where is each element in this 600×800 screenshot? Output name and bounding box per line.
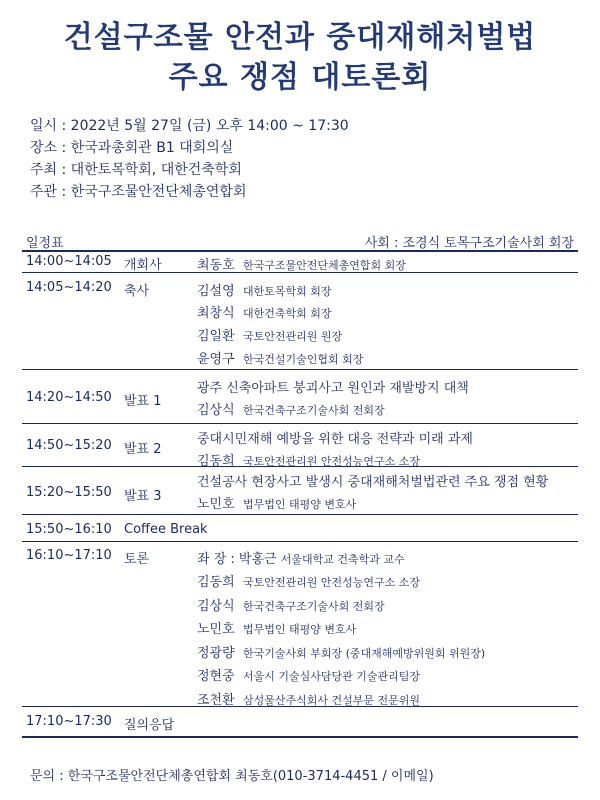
person-affiliation: 한국건축구조기술사회 전회장 (243, 404, 385, 417)
person-name: 정현중 (197, 669, 235, 684)
person-line (197, 348, 363, 367)
chair-affiliation: 서울대학교 건축학과 교수 (280, 553, 405, 566)
person-line (197, 493, 356, 512)
person-affiliation: 법무법인 태평양 변호사 (243, 623, 357, 636)
session-time: 14:05~14:20 (26, 280, 112, 295)
person-name: 조천환 (197, 693, 235, 708)
session-category: 질의응답 (124, 718, 175, 733)
event-title-line-2: 주요 쟁점 대토론회 (168, 60, 432, 95)
event-title-line-1: 건설구조물 안전과 중대재해처벌법 (63, 20, 537, 55)
person-line (197, 595, 385, 614)
person-line (197, 618, 356, 637)
row-divider (22, 423, 578, 424)
person-line (197, 399, 385, 418)
contact-info: 문의 : 한국구조물안전단체총연합회 최동호(010-3714-4451 / 이메일) (30, 769, 434, 784)
person-affiliation: 서울시 기술심사담당관 기술관리팀장 (243, 670, 421, 683)
person-affiliation: 한국구조물안전단체총연합회 회장 (243, 259, 406, 272)
person-line (197, 280, 332, 299)
person-line (197, 325, 342, 344)
session-time: 14:00~14:05 (26, 254, 112, 269)
session-time: 15:50~16:10 (26, 522, 112, 537)
person-affiliation: 국토안전관리원 원장 (243, 330, 343, 343)
person-affiliation: 한국건축구조기술사회 전회장 (243, 600, 385, 613)
row-divider (22, 466, 578, 467)
person-line (197, 571, 420, 590)
person-line (197, 642, 485, 661)
moderator: 사회 : 조경식 토목구조기술사회 회장 (364, 236, 574, 251)
person-name: 윤영구 (197, 352, 235, 367)
talk-title: 중대시민재해 예방을 위한 대응 전략과 미래 과제 (197, 432, 473, 447)
person-affiliation: 한국기술사회 부회장 (중대재해예방위원회 위원장) (243, 647, 486, 660)
person-line (197, 665, 420, 684)
person-affiliation: 한국건설기술인협회 회장 (243, 353, 364, 366)
info-venue: 장소 : 한국과총회관 B1 대회의실 (30, 140, 234, 156)
person-name: 김설영 (197, 284, 235, 299)
schedule-top-rule (22, 250, 578, 252)
person-affiliation: 대한토목학회 회장 (243, 285, 332, 298)
person-affiliation: 삼성물산주식회사 건설부문 전문위원 (243, 694, 421, 707)
chair-label: 좌 장 : 박홍근 (197, 552, 281, 567)
person-name: 김일환 (197, 329, 235, 344)
person-name: 노민호 (197, 622, 235, 637)
talk-title: 건설공사 현장사고 발생시 중대재해처벌법관련 주요 쟁점 현황 (197, 475, 549, 490)
session-category: Coffee Break (124, 522, 208, 537)
person-name: 최동호 (197, 258, 235, 273)
person-affiliation: 국토안전관리원 안전성능연구소 소장 (243, 455, 421, 468)
person-name: 노민호 (197, 497, 235, 512)
row-divider (22, 514, 578, 515)
session-category: 발표 3 (124, 489, 162, 504)
row-divider (22, 706, 578, 707)
session-category: 개회사 (124, 258, 162, 273)
row-divider (22, 736, 578, 738)
person-line (197, 302, 332, 321)
person-affiliation: 대한건축학회 회장 (243, 307, 332, 320)
person-affiliation: 국토안전관리원 안전성능연구소 소장 (243, 576, 421, 589)
session-category: 발표 2 (124, 442, 162, 457)
row-divider (22, 369, 578, 370)
row-divider (22, 541, 578, 542)
person-name: 김상식 (197, 403, 235, 418)
session-category: 발표 1 (124, 394, 162, 409)
person-name: 김상식 (197, 599, 235, 614)
row-divider (22, 272, 578, 273)
person-name: 최창식 (197, 306, 235, 321)
person-affiliation: 법무법인 태평양 변호사 (243, 498, 357, 511)
person-name: 김동희 (197, 454, 235, 469)
session-time: 17:10~17:30 (26, 714, 112, 729)
info-date: 일시 : 2022년 5월 27일 (금) 오후 14:00 ~ 17:30 (30, 118, 349, 134)
schedule-label: 일정표 (26, 236, 64, 251)
session-time: 14:50~15:20 (26, 438, 112, 453)
discussion-chair (197, 548, 405, 567)
info-host: 주최 : 대한토목학회, 대한건축학회 (30, 162, 242, 178)
info-organizer: 주관 : 한국구조물안전단체총연합회 (30, 184, 247, 200)
session-time: 15:20~15:50 (26, 485, 112, 500)
session-category: 토론 (124, 552, 150, 567)
talk-title: 광주 신축아파트 붕괴사고 원인과 재발방지 대책 (197, 381, 469, 396)
session-category: 축사 (124, 284, 150, 299)
person-name: 정광량 (197, 646, 235, 661)
person-line (197, 254, 406, 273)
session-time: 14:20~14:50 (26, 390, 112, 405)
session-time: 16:10~17:10 (26, 548, 112, 563)
person-name: 김동희 (197, 575, 235, 590)
